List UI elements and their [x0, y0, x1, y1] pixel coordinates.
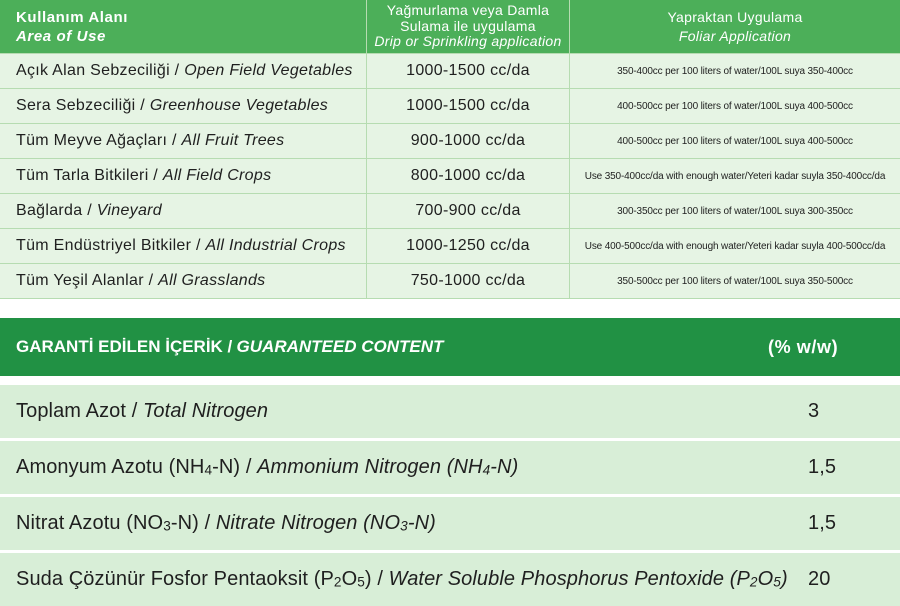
- label-text: Nitrat Azotu (NO: [16, 512, 164, 534]
- area-cell: [0, 89, 366, 123]
- label-text: -N) /: [170, 512, 211, 534]
- area-en: All Grasslands: [158, 272, 266, 289]
- drip-dose-cell: [367, 264, 569, 298]
- content-value: 1,5: [808, 512, 837, 534]
- header-drip-en: Drip or Sprinkling application: [374, 33, 562, 50]
- header-area-en: Area of Use: [16, 27, 106, 45]
- label-text: -N): [407, 512, 436, 534]
- foliar-dose-cell: [570, 229, 900, 263]
- content-label-tr: [16, 456, 252, 478]
- foliar-dose-cell: [570, 264, 900, 298]
- content-label-line: [16, 568, 788, 591]
- area-en: All Industrial Crops: [205, 237, 346, 254]
- guaranteed-content-banner: [0, 318, 900, 376]
- label-text: Water Soluble Phosphorus Pentoxide (P: [388, 568, 750, 590]
- label-subscript: 4: [204, 462, 213, 478]
- header-foliar-tr: Yapraktan Uygulama: [667, 8, 803, 25]
- foliar-dose-cell: [570, 194, 900, 228]
- label-text: ): [780, 568, 788, 590]
- foliar-dose: 350-400cc per 100 liters of water/100L suya 350-400cc: [617, 65, 853, 77]
- content-label: [16, 441, 518, 494]
- area-cell: [0, 194, 366, 228]
- drip-dose-cell: [367, 124, 569, 158]
- area-en: Vineyard: [96, 202, 162, 219]
- unit-label: (% w/w): [768, 336, 839, 357]
- foliar-dose: 350-500cc per 100 liters of water/100L suya 350-500cc: [617, 275, 853, 287]
- content-label: [16, 385, 268, 438]
- area-tr: Tüm Meyve Ağaçları /: [16, 132, 177, 149]
- guaranteed-title-en: GUARANTEED CONTENT: [236, 337, 444, 356]
- content-label-line: [16, 512, 436, 535]
- label-text: -N): [490, 456, 519, 478]
- area-en: Open Field Vegetables: [184, 62, 353, 79]
- label-text: Amonyum Azotu (NH: [16, 456, 205, 478]
- content-label-en: [143, 400, 268, 422]
- area-cell: [0, 264, 366, 298]
- label-text: ) /: [364, 568, 383, 590]
- area-tr: Açık Alan Sebzeciliği /: [16, 62, 180, 79]
- foliar-dose-cell: [570, 124, 900, 158]
- label-text: Total Nitrogen: [142, 400, 269, 422]
- label-subscript: 5: [357, 574, 365, 590]
- label-subscript: 3: [163, 518, 171, 534]
- area-tr: Tüm Yeşil Alanlar /: [16, 272, 154, 289]
- header-foliar-application: [570, 0, 900, 53]
- area-en: All Fruit Trees: [181, 132, 285, 149]
- foliar-dose: Use 400-500cc/da with enough water/Yeteri kadar suyla 400-500cc/da: [584, 240, 886, 252]
- header-area-of-use: [0, 0, 366, 53]
- content-row-total-nitrogen: [0, 385, 900, 438]
- content-row-ammonium-nitrogen: [0, 441, 900, 494]
- foliar-dose-cell: [570, 54, 900, 88]
- content-row-nitrate-nitrogen: [0, 497, 900, 550]
- foliar-dose: 300-350cc per 100 liters of water/100L suya 300-350cc: [617, 205, 853, 217]
- area-en: All Field Crops: [162, 167, 272, 184]
- label-subscript: 5: [773, 574, 781, 590]
- area-cell: [0, 54, 366, 88]
- content-label-en: [257, 456, 518, 478]
- label-subscript: 4: [482, 462, 491, 478]
- drip-dose-cell: [367, 89, 569, 123]
- header-drip-application: [367, 0, 569, 53]
- content-label: [16, 553, 788, 606]
- label-text: Ammonium Nitrogen (NH: [257, 456, 483, 478]
- usage-table: [0, 0, 900, 299]
- drip-dose-cell: [367, 159, 569, 193]
- label-text: Nitrate Nitrogen (NO: [215, 512, 401, 534]
- foliar-dose: 400-500cc per 100 liters of water/100L suya 400-500cc: [617, 100, 853, 112]
- drip-dose: 1000-1500 cc/da: [406, 97, 530, 114]
- content-label: [16, 497, 436, 550]
- label-subscript: 3: [400, 518, 408, 534]
- header-drip-tr-line2: Sulama ile uygulama: [400, 17, 536, 34]
- drip-dose: 700-900 cc/da: [415, 202, 521, 219]
- header-foliar-en: Foliar Application: [678, 27, 792, 44]
- content-label-en: [389, 568, 788, 590]
- header-drip-tr-line1: Yağmurlama veya Damla: [386, 2, 550, 19]
- drip-dose-cell: [367, 194, 569, 228]
- area-tr: Bağlarda /: [16, 202, 92, 219]
- content-label-tr: [16, 512, 210, 534]
- label-text: Suda Çözünür Fosfor Pentaoksit (P: [16, 568, 334, 590]
- header-area-tr: Kullanım Alanı: [16, 8, 129, 26]
- content-label-line: [16, 400, 268, 423]
- label-text: O: [341, 568, 358, 590]
- foliar-dose-cell: [570, 159, 900, 193]
- content-label-line: [16, 456, 518, 479]
- label-text: Toplam Azot /: [16, 400, 138, 422]
- area-tr: Tüm Tarla Bitkileri /: [16, 167, 159, 184]
- content-label-en: [216, 512, 436, 534]
- drip-dose: 1000-1500 cc/da: [406, 62, 530, 79]
- drip-dose-cell: [367, 54, 569, 88]
- area-cell: [0, 159, 366, 193]
- drip-dose-cell: [367, 229, 569, 263]
- content-row-phosphorus-pentoxide: [0, 553, 900, 606]
- drip-dose: 750-1000 cc/da: [410, 272, 526, 289]
- drip-dose: 800-1000 cc/da: [410, 167, 526, 184]
- label-subscript: 2: [749, 574, 758, 590]
- label-text: -N) /: [212, 456, 252, 478]
- guaranteed-title-tr: GARANTİ EDİLEN İÇERİK /: [16, 337, 233, 356]
- content-label-tr: [16, 400, 137, 422]
- content-label-tr: [16, 568, 383, 590]
- label-subscript: 2: [333, 574, 342, 590]
- area-tr: Sera Sebzeciliği /: [16, 97, 146, 114]
- area-tr: Tüm Endüstriyel Bitkiler /: [16, 237, 201, 254]
- foliar-dose: Use 350-400cc/da with enough water/Yeteri kadar suyla 350-400cc/da: [584, 170, 886, 182]
- area-en: Greenhouse Vegetables: [149, 97, 329, 114]
- content-value: 1,5: [808, 456, 837, 478]
- foliar-dose: 400-500cc per 100 liters of water/100L suya 400-500cc: [617, 135, 853, 147]
- drip-dose: 1000-1250 cc/da: [406, 237, 530, 254]
- content-value: 20: [808, 568, 831, 590]
- area-cell: [0, 124, 366, 158]
- foliar-dose-cell: [570, 89, 900, 123]
- label-text: O: [757, 568, 774, 590]
- drip-dose: 900-1000 cc/da: [410, 132, 526, 149]
- content-value: 3: [808, 400, 820, 422]
- guaranteed-content-title: [16, 318, 443, 376]
- area-cell: [0, 229, 366, 263]
